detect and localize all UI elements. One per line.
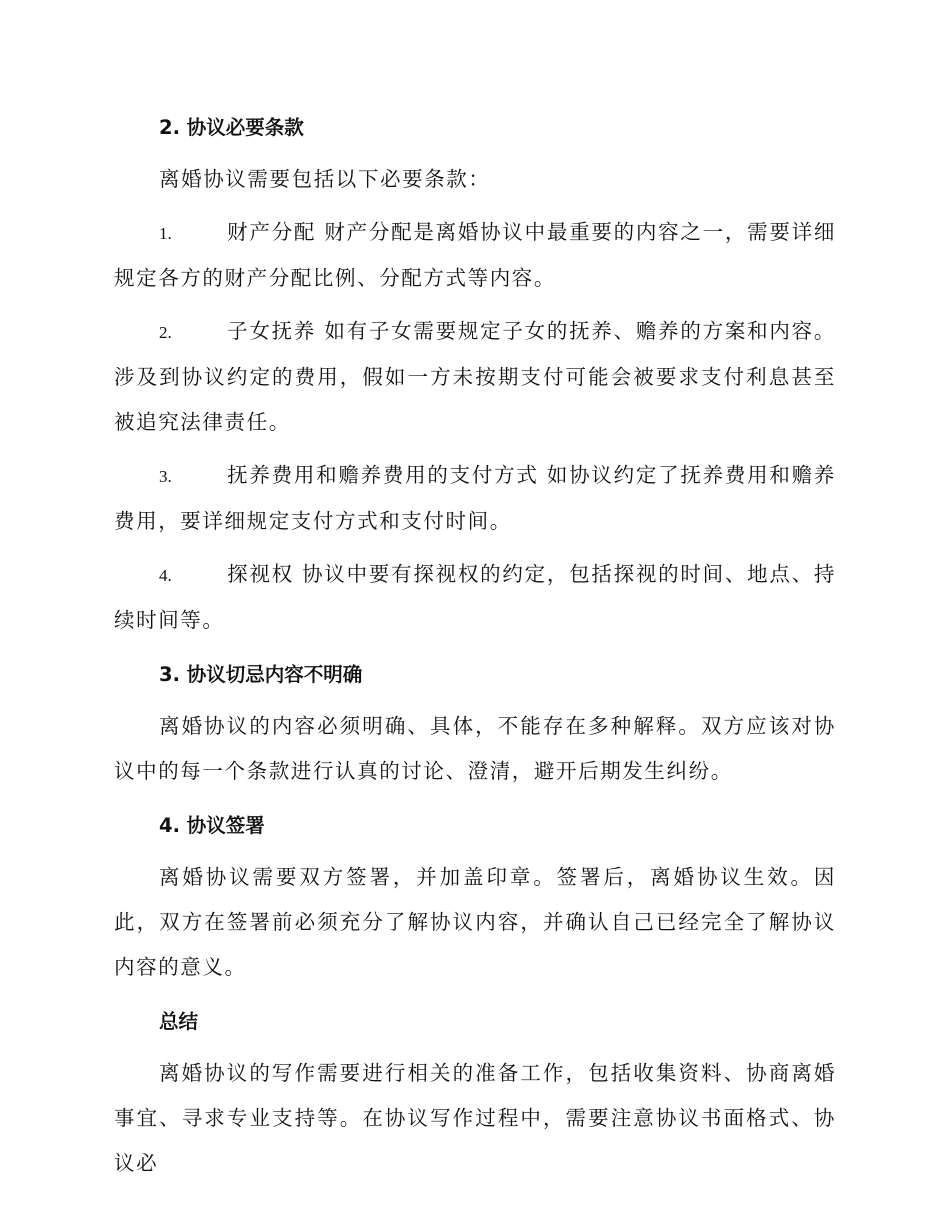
list-item-text: 财产分配 财产分配是离婚协议中最重要的内容之一，需要详细规定各方的财产分配比例、分配方式等内容。 (114, 220, 836, 290)
list-item-property-division (114, 210, 836, 301)
list-number: 4. (159, 566, 172, 585)
list-item-text: 抚养费用和赡养费用的支付方式 如协议约定了抚养费用和赡养费用，要详细规定支付方式和支付时间。 (114, 463, 836, 533)
paragraph-summary: 离婚协议的写作需要进行相关的准备工作，包括收集资料、协商离婚事宜、寻求专业支持等。在协议写作过程中，需要注意协议书面格式、协议必 (114, 1061, 836, 1175)
list-number: 1. (159, 224, 172, 243)
section-heading-required-clauses: 2. 协议必要条款 (159, 116, 304, 139)
list-item-child-custody (114, 309, 836, 445)
section-heading-signing: 4. 协议签署 (159, 814, 265, 837)
section-heading-clarity: 3. 协议切忌内容不明确 (159, 663, 363, 686)
section-heading-summary: 总结 (159, 1010, 199, 1033)
list-item-text: 探视权 协议中要有探视权的约定，包括探视的时间、地点、持续时间等。 (114, 562, 836, 632)
list-number: 2. (159, 323, 172, 342)
paragraph-clarity: 离婚协议的内容必须明确、具体，不能存在多种解释。双方应该对协议中的每一个条款进行认真的讨论、澄清，避开后期发生纠纷。 (114, 714, 836, 783)
paragraph-signing: 离婚协议需要双方签署，并加盖印章。签署后，离婚协议生效。因此，双方在签署前必须充分了解协议内容，并确认自己已经完全了解协议内容的意义。 (114, 865, 836, 979)
paragraph-required-clauses-intro: 离婚协议需要包括以下必要条款： (159, 167, 491, 191)
list-item-text: 子女抚养 如有子女需要规定子女的抚养、赡养的方案和内容。涉及到协议约定的费用，假如一方未按期支付可能会被要求支付利息甚至被追究法律责任。 (114, 319, 836, 434)
document-content (114, 104, 836, 1194)
list-number: 3. (159, 467, 172, 486)
list-item-visitation-rights (114, 552, 836, 643)
list-item-payment-method (114, 453, 836, 544)
